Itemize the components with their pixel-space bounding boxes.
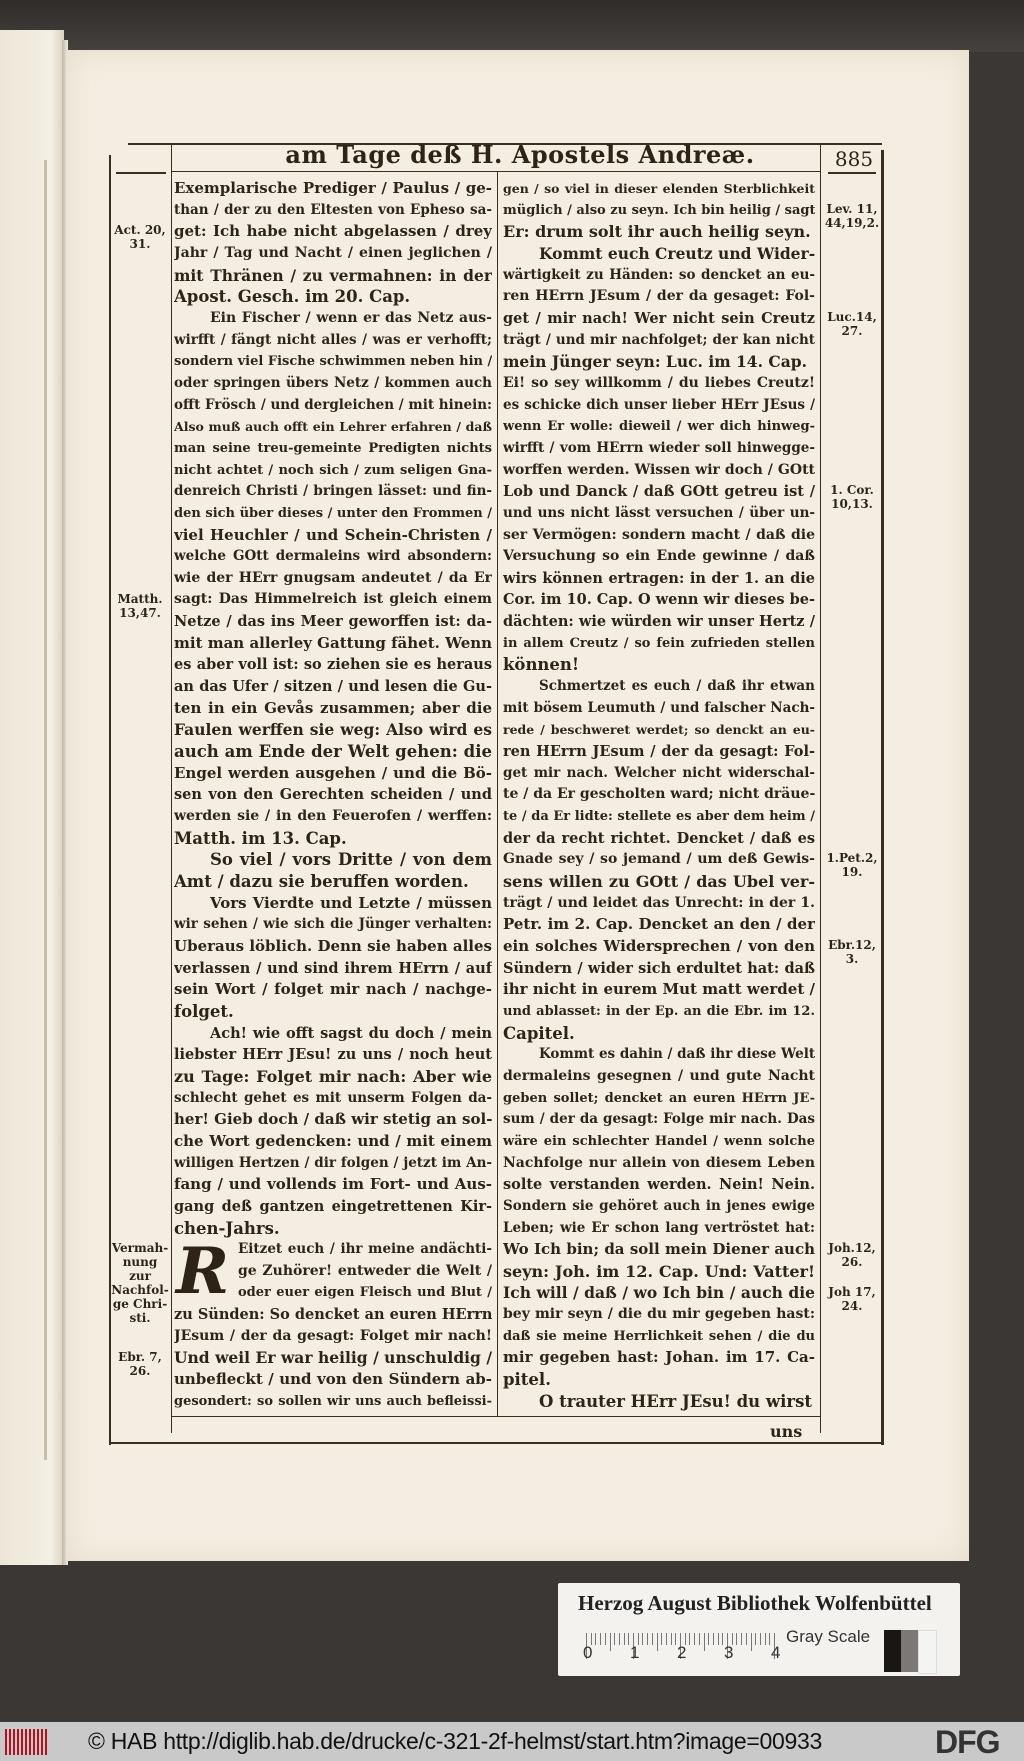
text-line: auch am Ende der Welt gehen: die [174,742,492,762]
margin-note: Joh 17, 24. [828,1284,876,1313]
page-number: 885 [834,147,874,171]
text-line: Jahr / Tag und Nacht / einen jeglichen / [174,244,492,261]
text-line: wirfft / fängt nicht alles / was er verhofft; [174,331,492,348]
ruler-tick [605,1633,606,1645]
text-line: ser Vermögen: sondern macht / daß die [503,526,815,543]
text-line: wärtigkeit zu Händen: so dencket an eu- [503,266,815,283]
ruler-tick [708,1633,709,1645]
ruler-tick [647,1633,648,1645]
ruler-number: 1 [630,1643,640,1662]
text-line: Eitzet euch / ihr meine andächti- [238,1241,492,1258]
text-line: fang / und vollends im Fort- und Aus- [174,1175,492,1194]
text-line: wirfft / vom HErrn wieder soll hinwegge- [503,439,815,456]
text-line: sagt: Das Himmelreich ist gleich einem [174,591,492,608]
text-line: Ich will / daß / wo Ich bin / auch die [503,1283,815,1303]
text-line: wie der HErr gnugsam andeutet / da Er [174,569,492,586]
gray-swatch-mid [901,1630,918,1672]
ruler-number: 2 [677,1643,687,1662]
copyright-url[interactable]: © HAB http://diglib.hab.de/drucke/c-321-2f-helmst/start.htm?image=00933 [88,1728,822,1754]
text-line: O trauter HErr JEsu! du wirst [539,1391,812,1411]
margin-note: Lev. 11, 44,19,2. [824,201,880,230]
ruler-tick [746,1633,747,1645]
ruler-tick [718,1633,719,1645]
text-line: gen / so viel in dieser elenden Sterblichkeit [503,181,815,196]
ruler-tick [671,1633,672,1645]
text-line: Kommt es dahin / daß ihr diese Welt [539,1046,815,1063]
previous-page-edge [0,30,64,1565]
text-line: zu Sünden: So dencket an euren HErrn [174,1306,492,1324]
ruler-number: 4 [771,1643,781,1662]
text-line: mit Thränen / zu vermahnen: in der [174,265,492,285]
ruler-number: 3 [724,1643,734,1662]
text-line: ein solches Widersprechen / von den [503,936,815,955]
text-line: Vors Vierdte und Letzte / müssen [210,893,492,912]
frame-bottom-border [109,1442,884,1444]
footer-bar [0,1722,1024,1761]
text-line: welche GOtt dermaleins wird absondern: [174,548,492,565]
text-line: und ablasset: in der Ep. an die Ebr. im 12. [503,1003,815,1019]
margin-note: Matth. 13,47. [117,591,163,620]
text-line: sen von den Gerechten scheiden / und [174,786,492,804]
text-line: than / der zu den Eltesten von Epheso sa- [174,201,492,218]
text-line: Kommt euch Creutz und Wider- [539,243,815,263]
ruler-tick [652,1633,653,1645]
column-divider [497,172,498,1417]
text-line: wirs können ertragen: in der 1. an die [503,569,815,587]
text-line: oder springen übers Netz / kommen auch [174,374,492,391]
text-line: gesondert: so sollen wir uns auch befleissi- [174,1393,492,1409]
text-line: sum / der da gesagt: Folge mir nach. Das [503,1111,815,1128]
margin-column-divider-left [171,143,172,1433]
ruler-tick [765,1633,766,1645]
margin-note: Luc.14, 27. [827,309,877,338]
text-line: Exemplarische Prediger / Paulus / ge- [174,179,492,197]
ruler-tick [642,1633,643,1645]
text-line: Leben; wie Er schon lang vertröstet hat: [503,1219,815,1236]
text-line: gang deß gantzen eingetrettenen Kir- [174,1197,492,1215]
text-line: che Wort gedencken: und / mit einem [174,1131,492,1150]
text-line: Cor. im 10. Cap. O wenn wir dieses be- [503,591,815,609]
text-line: trägt / und leidet das Unrecht: in der 1. [503,894,815,911]
margin-note: 1. Cor. 10,13. [830,483,874,512]
text-line: her! Gieb doch / daß wir stetig an sol- [174,1110,492,1129]
color-calibration-card [558,1583,960,1676]
text-line: Capitel. [503,1023,575,1043]
text-line: get: Ich habe nicht abgelassen / drey [174,222,492,241]
ruler-tick [610,1633,611,1651]
text-line: mit man allerley Gattung fähet. Wenn [174,633,492,652]
ruler-tick [666,1633,667,1645]
text-line: te / da Er gescholten ward; nicht dräue- [503,786,815,803]
scanner-background-top [0,0,1024,52]
text-line: der da recht richtet. Dencket / daß es [503,829,815,847]
text-line: Sündern / wider sich erdultet hat: daß [503,959,815,977]
text-line: Schmertzet es euch / daß ihr etwan [539,678,815,695]
ruler-tick [657,1633,658,1651]
text-line: Matth. im 13. Cap. [174,828,347,848]
text-line: trägt / und mir nachfolget; der kan nicht [503,331,815,348]
margin-note: Joh.12, 26. [828,1241,876,1270]
text-line: müglich / also zu seyn. Ich bin heilig / sagt [503,202,815,218]
text-line: werden sie / in den Feuerofen / werffen: [174,808,492,825]
text-line: ihr nicht in eurem Mut matt werdet / [503,980,815,999]
text-line: Faulen werffen sie weg: Also wird es [174,720,492,740]
margin-note: 1.Pet.2, 19. [826,851,878,880]
text-line: Also muß auch offt ein Lehrer erfahren / daß [174,419,492,435]
text-line: seyn: Joh. im 12. Cap. Und: Vatter! [503,1261,815,1281]
text-line: und uns nicht lässt versuchen / über un- [503,504,815,521]
text-line: Sondern sie gehöret auch in jenes ewige [503,1197,815,1214]
drop-cap: R [176,1234,230,1309]
text-line: Engel werden ausgehen / und die Bö- [174,763,492,782]
dfg-logo: DFG [935,1724,1000,1760]
text-line: verlassen / und sind ihrem HErrn / auf [174,959,492,977]
text-line: Amt / dazu sie beruffen worden. [174,872,469,891]
text-line: liebster HErr JEsu! zu uns / noch heut [174,1046,492,1064]
text-line: dermaleins gesegnen / und gute Nacht [503,1067,815,1084]
text-line: mit bösem Leumuth / und falscher Nach- [503,699,815,716]
text-line: worffen werden. Wissen wir doch / GOtt [503,461,815,478]
running-header: am Tage deß H. Apostels Andreæ. [285,140,755,169]
text-line: wenn Er wolle: dieweil / wer dich hinweg- [503,419,815,435]
text-line: So viel / vors Dritte / von dem [210,850,492,870]
text-line: Nachfolge nur allein von diesem Leben [503,1154,815,1171]
ruler-tick [699,1633,700,1645]
ruler-tick [600,1633,601,1645]
ruler-tick [755,1633,756,1645]
margin-note: Act. 20, 31. [114,223,166,252]
text-line: man seine treu-gemeinte Predigten nichts [174,440,492,456]
margin-short-rule [828,172,876,174]
text-line: zu Tage: Folget mir nach: Aber wie [174,1066,492,1086]
text-line: können! [503,655,580,675]
ruler-tick [760,1633,761,1645]
margin-note: Vermah- nung zur Nachfol- ge Chri- sti. [111,1241,169,1326]
text-line: Ei! so sey willkomm / du liebes Creutz! [503,374,815,391]
text-line: sens willen zu GOtt / das Ubel ver- [503,872,815,891]
ruler-tick [661,1633,662,1645]
text-line: es schicke dich unser lieber HErr JEsus / [503,396,815,413]
ruler-tick [689,1633,690,1645]
text-line: rede / beschweret werdet; so denckt an eu- [503,722,815,738]
ruler-tick [614,1633,615,1645]
subheader-rule [172,171,820,172]
text-line: Ach! wie offt sagst du doch / mein [210,1024,492,1042]
text-line: schlecht gehet es mit unserm Folgen da- [174,1089,492,1106]
text-line: wir sehen / wie sich die Jünger verhalten: [174,916,492,933]
text-line: Wo Ich bin; da soll mein Diener auch [503,1240,815,1259]
text-line: mir gegeben hast: Johan. im 17. Ca- [503,1348,815,1367]
margin-short-rule [116,172,166,174]
text-line: daß sie meine Herrlichkeit sehen / die du [503,1328,815,1344]
text-column-left [174,178,492,1412]
text-line: Er: drum solt ihr auch heilig seyn. [503,222,811,242]
margin-column-divider-right [820,143,821,1433]
text-line: bey mir seyn / die du mir gegeben hast: [503,1306,815,1323]
text-line: ge Zuhörer! entweder die Welt / [238,1262,492,1279]
text-line: geben sollet; dencket an euren HErrn JE- [503,1090,815,1106]
margin-note: Ebr.12, 3. [828,938,876,967]
text-line: ten in ein Gevås zusammen; aber die [174,698,492,717]
text-line: oder euer eigen Fleisch und Blut / [238,1285,492,1301]
text-line: dächten: wie würden wir unser Hertz / [503,613,815,631]
text-line: Petr. im 2. Cap. Dencket an den / der [503,915,815,934]
margin-note: Ebr. 7, 26. [118,1349,162,1378]
text-line: in allem Creutz / so fein zufrieden stellen [503,635,815,651]
text-line: solte verstanden werden. Nein! Nein. [503,1176,815,1194]
text-line: an das Ufer / sitzen / und lesen die Gu- [174,678,492,696]
text-line: sein Wort / folget mir nach / nachge- [174,980,492,999]
text-column-right [503,178,815,1412]
gray-scale-label: Gray Scale [786,1627,871,1646]
text-line: Netze / das ins Meer geworffen ist: da- [174,613,492,631]
text-line: JEsum / der da gesagt: Folget mir nach! [174,1327,492,1344]
text-line: Und weil Er war heilig / unschuldig / [174,1348,492,1368]
text-line: te / da Er lidte: stellete es aber dem heim / [503,809,815,825]
ruler-tick [751,1633,752,1651]
text-line: chen-Jahrs. [174,1218,280,1238]
gray-swatch-white [918,1630,937,1674]
text-line: wäre ein schlechter Handel / wenn solche [503,1133,815,1149]
text-line: folget. [174,1001,234,1021]
text-line: Gnade sey / so jemand / um deß Gewis- [503,851,815,868]
ruler-tick [694,1633,695,1645]
hab-logo-icon [5,1729,49,1755]
text-line: offt Frösch / und dergleichen / mit hinein: [174,396,492,413]
text-line: es aber voll ist: so ziehen sie es heraus [174,656,492,674]
text-line: ren HErrn JEsum / der da gesagt: Fol- [503,743,815,761]
bottom-rule [172,1416,820,1417]
text-line: pitel. [503,1370,551,1390]
ruler-tick [736,1633,737,1645]
text-line: mein Jünger seyn: Luc. im 14. Cap. [503,352,807,372]
text-line: Versuchung so ein Ende gewinne / daß [503,548,815,565]
text-line: viel Heuchler / und Schein-Christen / [174,525,492,544]
text-line: nicht achtet / noch sich / zum seligen Gna- [174,462,492,478]
text-line: willigen Hertzen / dir folgen / jetzt im An- [174,1154,492,1171]
ruler-number: 0 [583,1643,593,1662]
text-line: Ein Fischer / wenn er das Netz aus- [210,309,492,326]
gray-swatch-black [884,1630,901,1672]
text-line: get mir nach. Welcher nicht widerschal- [503,764,815,781]
library-name: Herzog August Bibliothek Wolfenbüttel [578,1591,932,1615]
text-line: Lob und Danck / daß GOtt getreu ist / [503,483,815,501]
ruler-tick [704,1633,705,1651]
ruler-tick [713,1633,714,1645]
catchword: uns [770,1422,803,1441]
text-line: unbefleckt / und von den Sündern ab- [174,1370,492,1389]
text-line: den sich über dieses / unter den Frommen / [174,505,492,521]
ruler-tick [741,1633,742,1645]
text-line: denreich Christi / bringen lässet: und fin- [174,483,492,500]
ruler-tick [595,1633,596,1645]
text-line: Apost. Gesch. im 20. Cap. [174,287,411,307]
text-line: sondern viel Fische schwimmen neben hin / [174,354,492,370]
text-line: Uberaus löblich. Denn sie haben alles [174,936,492,955]
ruler-tick [624,1633,625,1645]
text-line: get / mir nach! Wer nicht sein Creutz [503,309,815,327]
text-line: ren HErrn JEsum / der da gesaget: Fol- [503,288,815,305]
ruler-tick [619,1633,620,1645]
